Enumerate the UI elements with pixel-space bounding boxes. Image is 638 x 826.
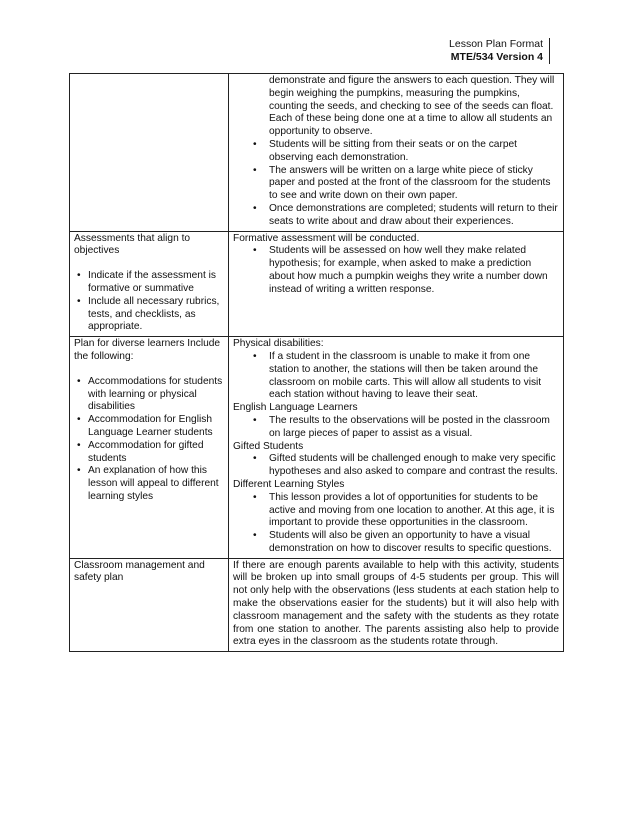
list-item: • The answers will be written on a large white piece of sticky paper and posted at the front of the classroom for the students to see and write down on their own paper. (233, 165, 559, 203)
section-bullet-list (233, 492, 559, 556)
section-bullet-list (233, 351, 559, 402)
procedure-bullet-list (233, 139, 559, 229)
list-item: • Students will be sitting from their seats or on the carpet observing each demonstration. (233, 139, 559, 165)
header-version: MTE/534 Version 4 (450, 51, 543, 63)
table-row (70, 74, 564, 232)
list-item: • Accommodation for gifted students (74, 440, 224, 466)
row-continuation-left (70, 74, 229, 232)
table-row (70, 231, 564, 337)
management-label-cell (70, 558, 229, 652)
assessment-heading: Formative assessment will be conducted. (233, 232, 420, 244)
list-item: • The results to the observations will be posted in the classroom on large pieces of paper to assist as a visual. (233, 415, 559, 441)
assessment-title: Assessments that align to objectives (74, 232, 191, 257)
list-item: • Once demonstrations are completed; students will return to their seats to write about and draw about their experiences. (233, 203, 559, 229)
table-row (70, 558, 564, 652)
list-item: • Gifted students will be challenged enough to make very specific hypotheses and also asked to compare and contrast the results. (233, 453, 559, 479)
diverse-learners-content-cell (229, 337, 564, 559)
diverse-learners-label-cell (70, 337, 229, 559)
list-item: • Include all necessary rubrics, tests, and checklists, as appropriate. (74, 296, 224, 334)
list-item: • Accommodation for English Language Learner students (74, 414, 224, 440)
section-heading: Physical disabilities: (233, 338, 324, 350)
section-heading: English Language Learners (233, 402, 358, 414)
procedure-lead-text: demonstrate and figure the answers to each question. They will begin weighing the pumpkins, measuring the pumpkins, counting the seeds, and checking to see of the seeds can float. Each of these being done one at a time to allow all students an opportunity to observe. (269, 75, 555, 138)
diverse-learners-title: Plan for diverse learners Include the following: (74, 338, 221, 362)
list-item: • Students will also be given an opportunity to have a visual demonstration on how to discover results to specific questions. (233, 530, 559, 556)
table-row (70, 337, 564, 559)
assessment-label-cell (70, 231, 229, 337)
assessment-bullet-list (233, 245, 559, 296)
management-content-cell (229, 558, 564, 652)
list-item: • If a student in the classroom is unable to make it from one station to another, the stations will then be taken around the classroom on mobile carts. This will allow all students to visit each station without having to leave their seat. (233, 351, 559, 402)
list-item: • Students will be assessed on how well they make related hypothesis; for example, when asked to make a prediction about how much a pumpkin weighs they write a number down instead of writing a written response. (233, 245, 559, 296)
list-item: • Accommodations for students with learning or physical disabilities (74, 376, 224, 414)
section-bullet-list (233, 415, 559, 441)
management-text: If there are enough parents available to help with this activity, students will be broken up into small groups of 4-5 students per group. This will not only help with the observations (less students at each station help to make the observations easier for the students) but it will also help with classroom management and the safety with the students as they rotate from one station to another. The parents assisting also help to provide extra eyes in the classroom as the students rotate through. (233, 559, 559, 648)
management-title: Classroom management and safety plan (74, 559, 205, 584)
list-item: • An explanation of how this lesson will appeal to different learning styles (74, 465, 224, 503)
header-title: Lesson Plan Format (449, 38, 543, 50)
row-continuation-right (229, 74, 564, 232)
assessment-requirements-list (74, 270, 224, 334)
section-heading: Different Learning Styles (233, 478, 345, 490)
list-item: • This lesson provides a lot of opportunities for students to be active and moving from one location to another. At this age, it is important to provide these opportunities in the classroom. (233, 492, 559, 530)
diverse-requirements-list (74, 376, 224, 504)
assessment-content-cell (229, 231, 564, 337)
document-header (449, 38, 550, 64)
list-item: • Indicate if the assessment is formative or summative (74, 270, 224, 296)
lesson-plan-table (69, 73, 564, 652)
section-heading: Gifted Students (233, 440, 304, 452)
section-bullet-list (233, 453, 559, 479)
